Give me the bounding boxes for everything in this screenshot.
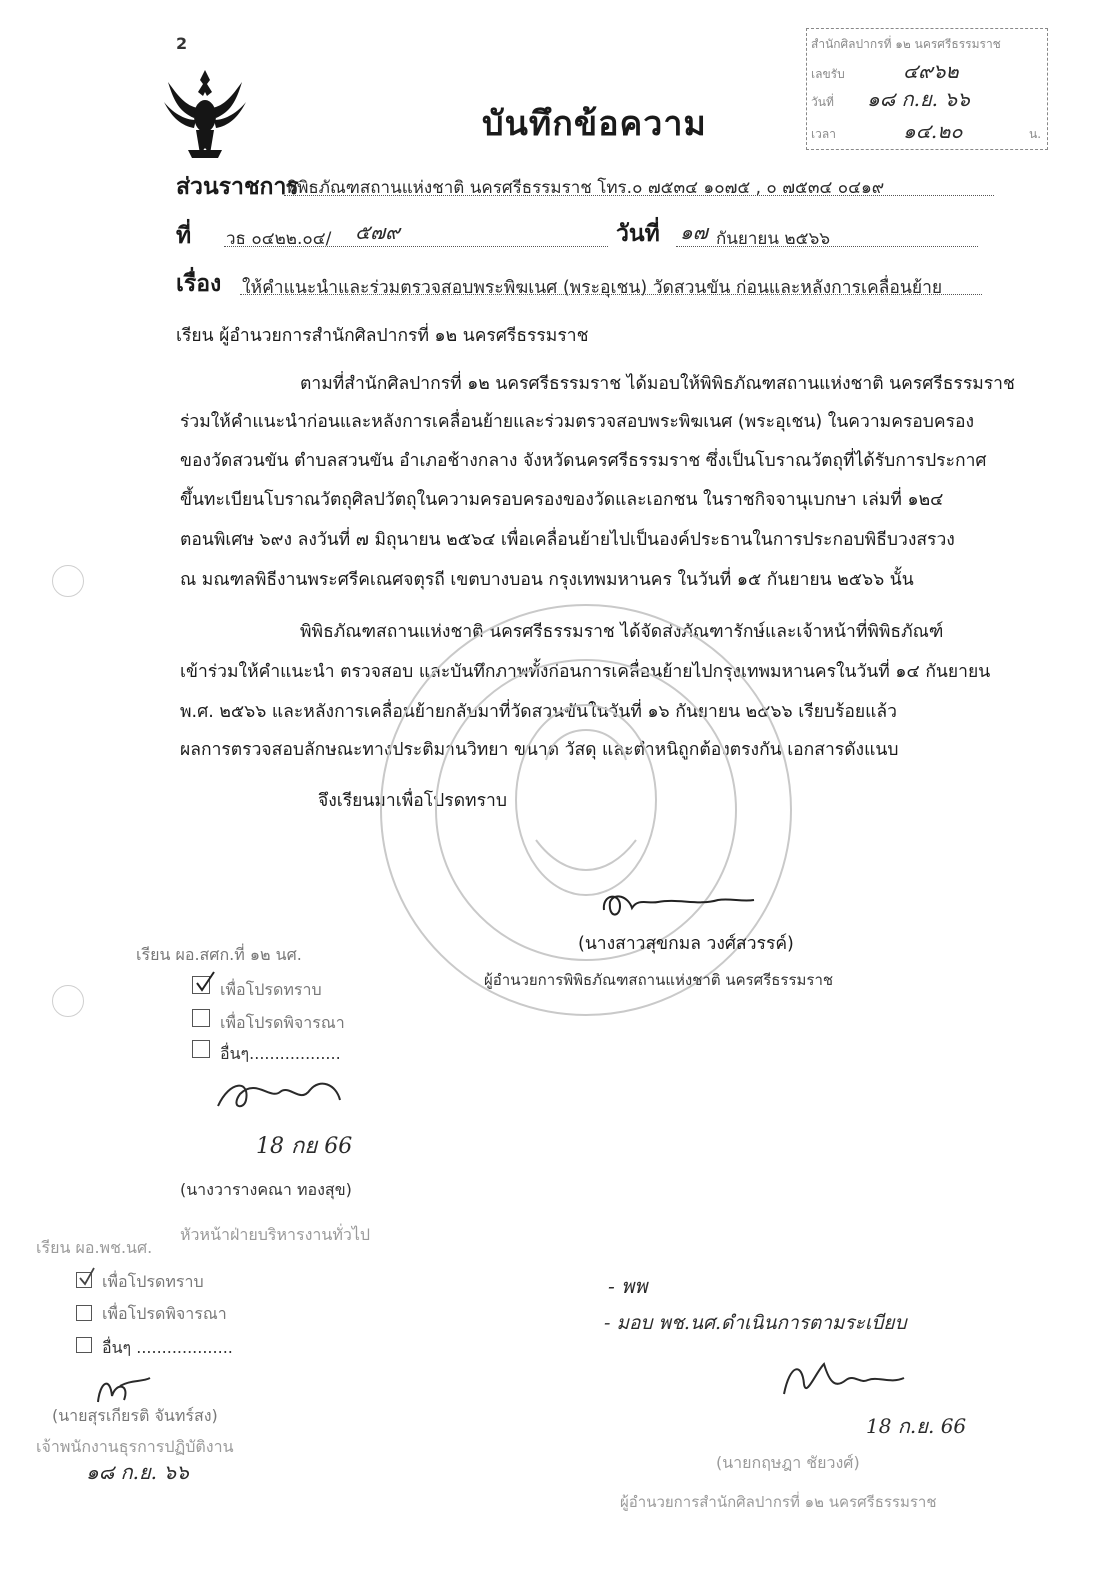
- reference-handwritten: ๕๗๙: [355, 220, 400, 244]
- page-marker: 2: [176, 34, 188, 53]
- date-dotline: [676, 246, 978, 247]
- checkmark-icon: [78, 1266, 96, 1288]
- paragraph1-line: ตอนพิเศษ ๖๙ง ลงวันที่ ๗ มิถุนายน ๒๕๖๔ เพื่อเคลื่อนย้ายไปเป็นองค์ประธานในการประกอบพิธีบวงสรวง: [180, 530, 955, 550]
- subject-dotline: [240, 294, 982, 295]
- stamp-office: สำนักศิลปากรที่ ๑๒ นครศรีธรรมราช: [811, 37, 1001, 51]
- stamp-time-value: ๑๔.๒๐: [903, 119, 963, 143]
- stamp-number-value: ๔๙๖๒: [903, 59, 959, 83]
- signer-position: ผู้อำนวยการพิพิธภัณฑสถานแห่งชาติ นครศรีธรรมราช: [484, 971, 834, 989]
- date-value: กันยายน ๒๕๖๖: [716, 229, 831, 249]
- routing1-position: หัวหน้าฝ่ายบริหารงานทั่วไป: [180, 1225, 371, 1244]
- routing2-checkbox-consider: [76, 1305, 92, 1321]
- routing1-checkbox-other: [192, 1040, 210, 1058]
- routing1-date: 18 กย 66: [256, 1134, 353, 1159]
- paragraph2-line: ผลการตรวจสอบลักษณะทางประติมานวิทยา ขนาด วัสดุ และตำหนิถูกต้องตรงกัน เอกสารดังแนบ: [180, 740, 899, 760]
- routing1-name: (นางวารางคณา ทองสุข): [180, 1180, 352, 1199]
- stamp-time-label: เวลา: [811, 127, 836, 141]
- routing2-to: เรียน ผอ.พช.นศ.: [36, 1238, 153, 1257]
- subject-value: ให้คำแนะนำและร่วมตรวจสอบพระพิฆเนศ (พระอุเชน) วัดสวนขัน ก่อนและหลังการเคลื่อนย้าย: [242, 278, 943, 298]
- paragraph1-line: ของวัดสวนขัน ตำบลสวนขัน อำเภอช้างกลาง จังหวัดนครศรีธรรมราช ซึ่งเป็นโบราณวัตถุที่ได้รับการประกาศ: [180, 451, 987, 471]
- checkmark-icon: [194, 970, 216, 994]
- fine-arts-office-seal-icon: [356, 590, 816, 1030]
- paragraph1-line: ตามที่สำนักศิลปากรที่ ๑๒ นครศรีธรรมราช ได้มอบให้พิพิธภัณฑสถานแห่งชาติ นครศรีธรรมราช: [300, 374, 1015, 394]
- paragraph2-line: พิพิธภัณฑสถานแห่งชาติ นครศรีธรรมราช ได้จัดส่งภัณฑารักษ์และเจ้าหน้าที่พิพิธภัณฑ์: [300, 622, 944, 642]
- reference-value: วธ ๐๔๒๒.๐๔/: [226, 229, 332, 249]
- routing2-option-other: อื่นๆ ...................: [102, 1338, 233, 1357]
- department-label: ส่วนราชการ: [176, 174, 299, 200]
- routing2-name: (นายสุรเกียรติ จันทร์สง): [52, 1406, 218, 1425]
- director-note-line2: - มอบ พช.นศ.ดำเนินการตามระเบียบ: [604, 1312, 907, 1334]
- paragraph1-line: ณ มณฑลพิธีงานพระศรีคเณศจตุรถี เขตบางบอน กรุงเทพมหานคร ในวันที่ ๑๕ กันยายน ๒๕๖๖ นั้น: [180, 570, 914, 590]
- stamp-date-label: วันที่: [811, 95, 834, 109]
- paragraph2-line: เข้าร่วมให้คำแนะนำ ตรวจสอบ และบันทึกภาพทั้งก่อนการเคลื่อนย้ายไปกรุงเทพมหานครในวันที่ ๑๔ กันยายน: [180, 662, 991, 682]
- reference-dotline: [224, 246, 608, 247]
- routing2-date: ๑๘ ก.ย. ๖๖: [86, 1460, 189, 1484]
- director-note-signature-icon: [776, 1354, 916, 1404]
- stamp-number-label: เลขรับ: [811, 67, 845, 81]
- routing1-option-consider: เพื่อโปรดพิจารณา: [220, 1013, 345, 1032]
- stamp-time-suffix: น.: [1029, 127, 1042, 141]
- memo-title: บันทึกข้อความ: [482, 104, 707, 144]
- routing2-checkbox-other: [76, 1337, 92, 1353]
- routing2-option-consider: เพื่อโปรดพิจารณา: [102, 1304, 227, 1323]
- director-note-date: 18 ก.ย. 66: [866, 1414, 967, 1438]
- director-note-name: (นายกฤษฎา ชัยวงศ์): [716, 1453, 860, 1472]
- garuda-emblem-icon: [160, 62, 250, 162]
- salutation: เรียน ผู้อำนวยการสำนักศิลปากรที่ ๑๒ นครศรีธรรมราช: [176, 326, 589, 346]
- routing1-checkbox-consider: [192, 1009, 210, 1027]
- date-handwritten: ๑๗: [680, 220, 708, 244]
- receipt-stamp: [806, 28, 1048, 150]
- punch-hole-top: [52, 565, 84, 597]
- department-value: พิพิธภัณฑสถานแห่งชาติ นครศรีธรรมราช โทร.๐ ๗๕๓๔ ๑๐๗๕ , ๐ ๗๕๓๔ ๐๔๑๙: [286, 178, 885, 198]
- routing2-option-acknowledge: เพื่อโปรดทราบ: [102, 1272, 204, 1291]
- director-signature-icon: [598, 888, 758, 924]
- subject-label: เรื่อง: [176, 271, 222, 297]
- director-note-line1: - พพ: [608, 1274, 648, 1298]
- date-label: วันที่: [616, 221, 660, 247]
- routing1-option-acknowledge: เพื่อโปรดทราบ: [220, 980, 322, 999]
- routing1-option-other: อื่นๆ..................: [220, 1044, 341, 1063]
- routing2-signature-icon: [90, 1372, 160, 1408]
- routing2-position: เจ้าพนักงานธุรการปฏิบัติงาน: [36, 1437, 234, 1456]
- department-dotline: [284, 195, 994, 196]
- closing-line: จึงเรียนมาเพื่อโปรดทราบ: [318, 791, 507, 811]
- paragraph2-line: พ.ศ. ๒๕๖๖ และหลังการเคลื่อนย้ายกลับมาที่วัดสวนขันในวันที่ ๑๖ กันยายน ๒๕๖๖ เรียบร้อยแล้ว: [180, 702, 897, 722]
- routing1-to: เรียน ผอ.สศก.ที่ ๑๒ นศ.: [136, 945, 302, 964]
- stamp-date-value: ๑๘ ก.ย. ๖๖: [867, 87, 970, 111]
- paragraph1-line: ขึ้นทะเบียนโบราณวัตถุศิลปวัตถุในความครอบครองของวัดและเอกชน ในราชกิจจานุเบกษา เล่มที่ ๑๒๔: [180, 490, 944, 510]
- reference-label: ที่: [176, 223, 192, 249]
- signer-name: (นางสาวสุขกมล วงศ์สวรรค์): [578, 934, 794, 954]
- routing1-signature-icon: [210, 1070, 350, 1116]
- punch-hole-bottom: [52, 985, 84, 1017]
- paragraph1-line: ร่วมให้คำแนะนำก่อนและหลังการเคลื่อนย้ายและร่วมตรวจสอบพระพิฆเนศ (พระอุเชน) ในความครอบครอง: [180, 412, 975, 432]
- director-note-position: ผู้อำนวยการสำนักศิลปากรที่ ๑๒ นครศรีธรรมราช: [620, 1493, 937, 1511]
